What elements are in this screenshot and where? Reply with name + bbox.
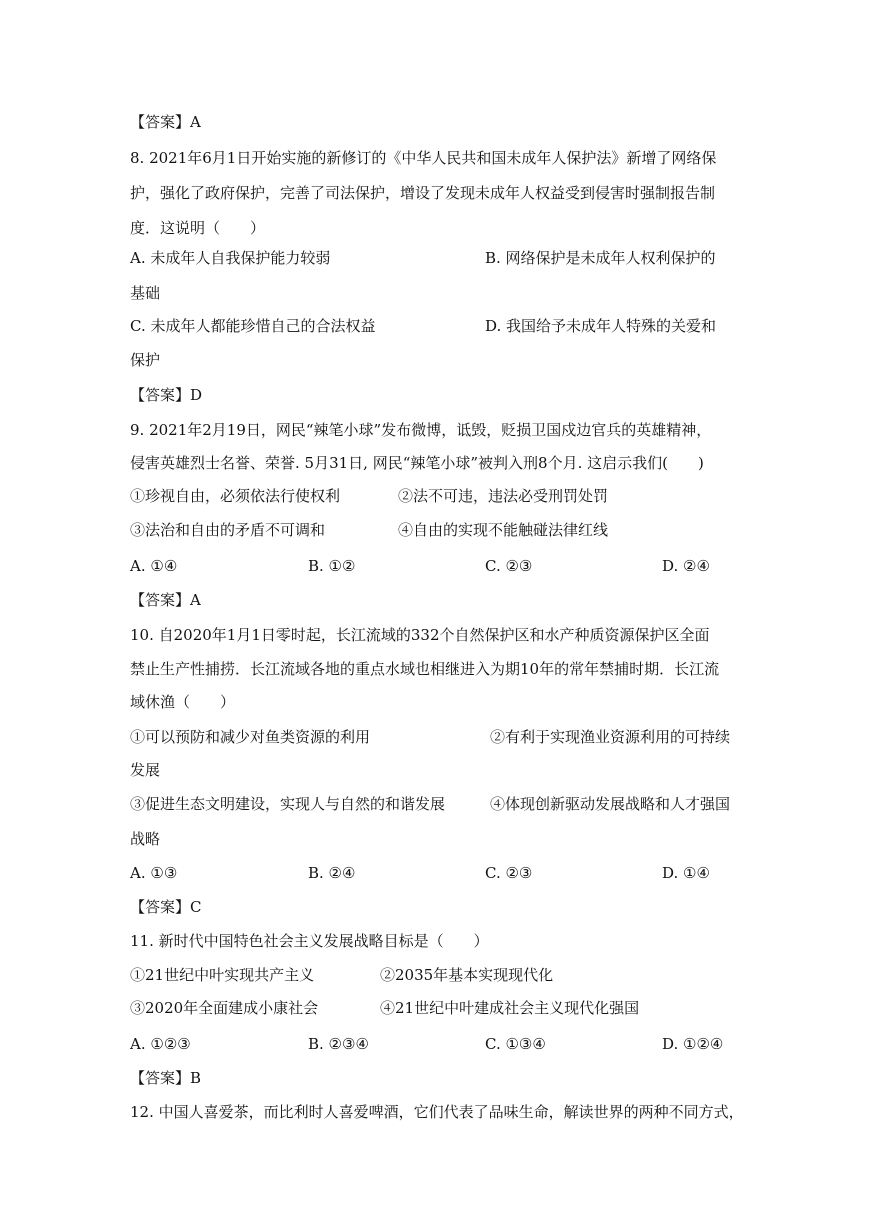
q10-item-3: ③促进生态文明建设，实现人与自然的和谐发展 <box>130 795 446 813</box>
answer-value: C <box>190 898 202 916</box>
answer-value: B <box>190 1069 202 1087</box>
q8-stem-line-3: 度．这说明（ ） <box>130 219 266 237</box>
q11-answer <box>130 1068 201 1088</box>
q9-option-b: B. ①② <box>308 557 356 575</box>
q10-option-a: A. ①③ <box>130 864 178 882</box>
q10-stem-line-1: 10. 自2020年1月1日零时起，长江流域的332个自然保护区和水产种质资源保护区全面 <box>130 626 710 644</box>
q9-option-d: D. ②④ <box>662 557 710 575</box>
q8-stem-line-1: 8. 2021年6月1日开始实施的新修订的《中华人民共和国未成年人保护法》新增了网络保 <box>130 149 717 167</box>
answer-value: A <box>190 113 201 131</box>
q11-option-c: C. ①③④ <box>485 1035 546 1053</box>
q11-option-d: D. ①②④ <box>662 1035 724 1053</box>
q9-option-c: C. ②③ <box>485 557 533 575</box>
q11-option-b: B. ②③④ <box>308 1035 369 1053</box>
answer-label: 【答案】 <box>130 1069 191 1087</box>
q11-item-1: ①21世纪中叶实现共产主义 <box>130 966 315 984</box>
q10-answer <box>130 897 202 917</box>
q8-option-c: C. 未成年人都能珍惜自己的合法权益 <box>130 317 376 335</box>
q10-item-2: ②有利于实现渔业资源利用的可持续 <box>490 728 731 746</box>
q10-option-c: C. ②③ <box>485 864 533 882</box>
q9-item-4: ④自由的实现不能触碰法律红线 <box>398 521 609 539</box>
q11-stem-line-1: 11. 新时代中国特色社会主义发展战略目标是（ ） <box>130 932 489 950</box>
q10-option-d: D. ①④ <box>662 864 710 882</box>
q8-stem-line-2: 护，强化了政府保护，完善了司法保护，增设了发现未成年人权益受到侵害时强制报告制 <box>130 184 716 202</box>
q8-option-d-cont: 保护 <box>130 351 161 369</box>
q8-option-b-cont: 基础 <box>130 284 161 302</box>
q8-option-a: A. 未成年人自我保护能力较弱 <box>130 249 331 267</box>
q10-item-1: ①可以预防和减少对鱼类资源的利用 <box>130 728 371 746</box>
q11-item-2: ②2035年基本实现现代化 <box>380 966 554 984</box>
q8-option-b: B. 网络保护是未成年人权利保护的 <box>485 249 716 267</box>
q9-option-a: A. ①④ <box>130 557 178 575</box>
q9-item-2: ②法不可违，违法必受刑罚处罚 <box>398 487 609 505</box>
answer-label: 【答案】 <box>130 386 191 404</box>
q8-answer <box>130 385 202 405</box>
answer-value: D <box>190 386 203 404</box>
q9-answer <box>130 590 201 610</box>
q10-option-b: B. ②④ <box>308 864 356 882</box>
q11-item-4: ④21世纪中叶建成社会主义现代化强国 <box>380 999 640 1017</box>
answer-label: 【答案】 <box>130 898 191 916</box>
q10-stem-line-2: 禁止生产性捕捞．长江流域各地的重点水域也相继进入为期10年的常年禁捕时期．长江流 <box>130 660 720 678</box>
q9-stem-line-2: 侵害英雄烈士名誉、荣誉. 5月31日, 网民“辣笔小球”被判入刑8个月. 这启示我们( ) <box>130 454 704 472</box>
q11-option-a: A. ①②③ <box>130 1035 191 1053</box>
answer-label: 【答案】 <box>130 591 191 609</box>
q10-item-2-cont: 发展 <box>130 761 161 779</box>
q7-answer <box>130 112 201 132</box>
q9-item-3: ③法治和自由的矛盾不可调和 <box>130 521 326 539</box>
answer-label: 【答案】 <box>130 113 191 131</box>
answer-value: A <box>190 591 201 609</box>
q8-option-d: D. 我国给予未成年人特殊的关爱和 <box>485 317 717 335</box>
q11-item-3: ③2020年全面建成小康社会 <box>130 999 319 1017</box>
q10-item-4: ④体现创新驱动发展战略和人才强国 <box>490 795 731 813</box>
q9-item-1: ①珍视自由，必须依法行使权利 <box>130 487 341 505</box>
q9-stem-line-1: 9. 2021年2月19日，网民“辣笔小球”发布微博，诋毁，贬损卫国戍边官兵的英雄精神， <box>130 421 712 439</box>
q10-stem-line-3: 域休渔（ ） <box>130 693 236 711</box>
q12-stem-line-1: 12. 中国人喜爱茶，而比利时人喜爱啤酒，它们代表了品味生命，解读世界的两种不同方式， <box>130 1103 744 1121</box>
q10-item-4-cont: 战略 <box>130 830 161 848</box>
